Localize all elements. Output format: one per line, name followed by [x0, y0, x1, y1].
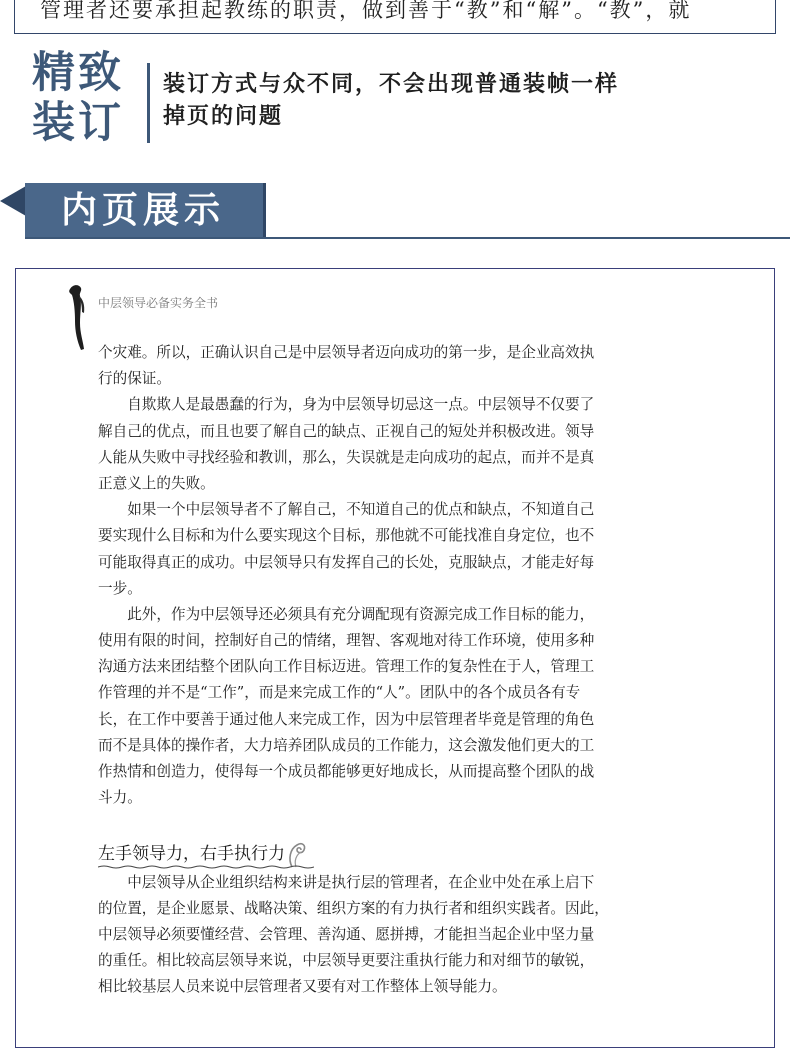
- feature-title: [32, 48, 142, 148]
- body-line: 使用有限的时间，控制好自己的情绪，理智、客观地对待工作环境，使用多种: [98, 632, 595, 650]
- body-line: 如果一个中层领导者不了解自己，不知道自己的优点和缺点，不知道自己: [98, 501, 595, 519]
- body-line: 中层领导从企业组织结构来讲是执行层的管理者，在企业中处在承上启下: [98, 873, 595, 891]
- feature-divider: [147, 63, 150, 143]
- body-line: 沟通方法来团结整个团队向工作目标迈进。管理工作的复杂性在于人，管理工: [98, 658, 595, 676]
- body-line: 正意义上的失败。: [98, 474, 215, 492]
- subheading: [98, 838, 658, 870]
- body-line: 作热情和创造力，使得每一个成员都能够更好地成长，从而提高整个团队的战: [98, 763, 595, 780]
- body-line: 此外，作为中层领导还必须具有充分调配现有资源完成工作目标的能力，: [98, 605, 595, 623]
- body-line: 斗力。: [98, 789, 142, 807]
- body-line: 人能从失败中寻找经验和教训，那么，失误就是走向成功的起点，而并不是真: [98, 448, 595, 466]
- sample-page-body: [98, 340, 658, 1001]
- section-title: 内页展示: [60, 189, 225, 231]
- section-header-arrow: [0, 186, 26, 216]
- body-line: 要实现什么目标和为什么要实现这个目标，那他就不可能找准自身定位，也不: [98, 527, 595, 545]
- feature-description-line-2: 掉页的问题: [163, 104, 284, 129]
- body-line: 相比较基层人员来说中层管理者又要有对工作整体上领导能力。: [98, 978, 507, 996]
- body-line: 中层领导必须要懂经营、会管理、善沟通、愿拼搏，才能担当起企业中坚力量: [98, 925, 595, 943]
- subheading-text: 左手领导力，右手执行力: [98, 843, 285, 864]
- subheading-underline: [98, 865, 314, 870]
- paragraph-gap: [98, 811, 658, 837]
- previous-paragraph-fragment: 管理者还要承担起教练的职责，做到善于“教”和“解”。“教”，就: [40, 0, 692, 22]
- feature-description-line-1: 装订方式与众不同，不会出现普通装帧一样: [163, 72, 620, 97]
- body-line: 作管理的并不是“工作”，而是来完成工作的“人”。团队中的各个成员各有专: [98, 684, 581, 702]
- body-line: 的位置，是企业愿景、战略决策、组织方案的有力执行者和组织实践者。因此，: [98, 899, 609, 917]
- figure-ornament-icon: [66, 283, 88, 351]
- body-line: 个灾难。所以，正确认识自己是中层领导者迈向成功的第一步，是企业高效执: [98, 344, 595, 361]
- body-line: 长，在工作中要善于通过他人来完成工作，因为中层管理者毕竟是管理的角色: [98, 710, 595, 728]
- body-line: 而不是具体的操作者，大力培养团队成员的工作能力，这会激发他们更大的工: [98, 736, 595, 754]
- running-head: 中层领导必备实务全书: [98, 296, 219, 310]
- body-line: 可能取得真正的成功。中层领导只有发挥自己的长处，克服缺点，才能走好每: [98, 553, 595, 571]
- body-line: 一步。: [98, 579, 142, 597]
- feature-title-line-1: 精致: [32, 48, 124, 98]
- body-line: 行的保证。: [98, 370, 171, 388]
- body-line: 解自己的优点，而且也要了解自己的缺点、正视自己的短处并积极改进。领导: [98, 422, 595, 440]
- feature-title-line-2: 装订: [32, 98, 124, 148]
- body-line: 自欺欺人是最愚蠢的行为，身为中层领导切忌这一点。中层领导不仅要了: [98, 396, 595, 414]
- body-line: 的重任。相比较高层领导来说，中层领导更要注重执行能力和对细节的敏锐，: [98, 952, 595, 970]
- feature-description: [163, 69, 763, 133]
